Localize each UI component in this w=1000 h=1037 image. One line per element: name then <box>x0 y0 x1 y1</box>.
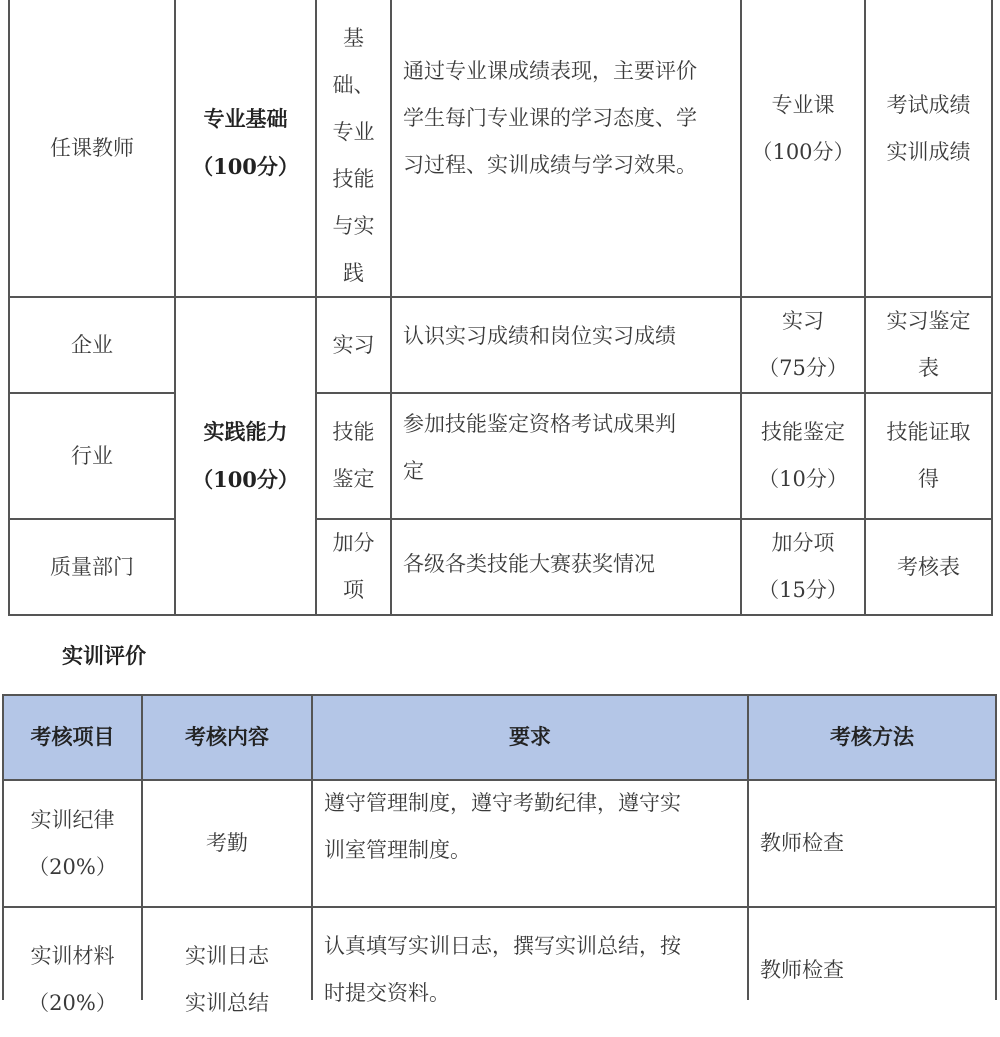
table-row-requirement <box>312 907 748 1037</box>
cell-item <box>316 297 391 393</box>
cell-method <box>865 297 992 393</box>
method-line: 表 <box>918 356 939 380</box>
item-line: 技能 <box>332 167 375 191</box>
grid-line <box>8 392 175 394</box>
table-row-method <box>748 907 996 1037</box>
method-line: 实习鉴定 <box>886 309 971 333</box>
header-cell <box>312 695 748 780</box>
method-line: 考核表 <box>897 554 960 579</box>
table-row-content <box>142 780 312 907</box>
item-line: 技能 <box>332 420 375 444</box>
item-line: 项 <box>343 578 364 602</box>
cell-evaluator <box>9 393 175 519</box>
cell-score <box>741 519 865 615</box>
table-row-content <box>142 907 312 1037</box>
cell-score <box>741 0 865 297</box>
header-label: 要求 <box>509 725 551 749</box>
cell-evaluator <box>9 297 175 393</box>
grid-line <box>8 518 175 520</box>
item-line: 实习 <box>332 332 375 357</box>
grid-line <box>2 906 997 908</box>
evaluator-text: 企业 <box>71 332 113 357</box>
content-line: 实训日志 <box>185 944 269 968</box>
content-line: 实训总结 <box>185 991 269 1015</box>
grid-line <box>8 614 993 616</box>
evaluator-text: 质量部门 <box>50 554 134 579</box>
score-line: （75分） <box>758 356 848 380</box>
content-line: 认识实习成绩和岗位实习成绩 <box>403 324 676 348</box>
category-label: 专业基础 <box>203 106 288 131</box>
table-row-item <box>3 907 142 1037</box>
requirement-line: 认真填写实训日志，撰写实训总结，按 <box>324 934 681 958</box>
cell-score <box>741 297 865 393</box>
grid-line <box>995 694 997 1000</box>
grid-line <box>2 694 997 696</box>
table-row-item <box>3 780 142 907</box>
category-score: （100分） <box>192 153 299 179</box>
grid-line <box>2 694 4 1000</box>
score-line: （100分） <box>751 139 855 164</box>
item-line: 加分 <box>332 531 375 555</box>
item-line: 与实 <box>332 214 375 238</box>
section-title: 实训评价 <box>62 644 146 668</box>
cell-evaluator <box>9 519 175 615</box>
grid-line <box>315 518 993 520</box>
category-label: 实践能力 <box>203 420 288 444</box>
item-line: 础、 <box>332 73 375 97</box>
score-line: 加分项 <box>771 531 835 555</box>
item-line: 专业 <box>332 120 375 144</box>
requirement-line: 时提交资料。 <box>324 981 450 1005</box>
content-line: 通过专业课成绩表现，主要评价 <box>403 59 697 83</box>
grid-line <box>141 694 143 1000</box>
cell-item <box>316 0 391 297</box>
cell-method <box>865 519 992 615</box>
grid-line <box>864 0 866 616</box>
grid-line <box>315 0 317 616</box>
category-score: （100分） <box>192 467 299 492</box>
grid-line <box>991 0 993 616</box>
cell-method <box>865 0 992 297</box>
method-text: 教师检查 <box>760 831 844 855</box>
table-row-method <box>748 780 996 907</box>
requirement-line: 遵守管理制度，遵守考勤纪律，遵守实 <box>324 791 681 815</box>
score-line: （10分） <box>758 467 848 491</box>
header-label: 考核项目 <box>30 725 115 749</box>
method-line: 考试成绩 <box>886 92 971 117</box>
cell-content <box>391 0 741 297</box>
cell-content <box>391 393 741 519</box>
score-line: 实习 <box>782 309 824 333</box>
evaluator-text: 任课教师 <box>50 136 134 160</box>
header-cell <box>3 695 142 780</box>
grid-line <box>740 0 742 616</box>
header-label: 考核方法 <box>830 725 914 749</box>
cell-category <box>175 0 316 297</box>
cell-item <box>316 519 391 615</box>
cell-method <box>865 393 992 519</box>
content-line: 考勤 <box>206 831 248 855</box>
content-line: 学生每门专业课的学习态度、学 <box>403 106 697 130</box>
content-line: 各级各类技能大赛获奖情况 <box>403 551 655 576</box>
method-text: 教师检查 <box>760 958 844 982</box>
grid-line <box>174 0 176 616</box>
method-line: 实训成绩 <box>886 139 971 164</box>
grid-line <box>390 0 392 616</box>
cell-item <box>316 393 391 519</box>
requirement-line: 训室管理制度。 <box>324 838 471 862</box>
grid-line <box>747 694 749 1000</box>
score-line: （15分） <box>758 578 848 602</box>
item-line: 实训纪律 <box>30 807 115 832</box>
grid-line <box>315 392 993 394</box>
table-row-requirement <box>312 780 748 907</box>
evaluator-text: 行业 <box>71 443 113 468</box>
item-line: 践 <box>343 261 364 285</box>
method-line: 技能证取 <box>886 420 971 444</box>
grid-line <box>8 296 993 298</box>
item-line: 基 <box>343 26 364 50</box>
score-line: 技能鉴定 <box>761 420 845 444</box>
grid-line <box>8 0 10 616</box>
item-line: 实训材料 <box>30 944 115 968</box>
cell-content <box>391 297 741 393</box>
cell-content <box>391 519 741 615</box>
item-line: 鉴定 <box>332 467 375 491</box>
content-line: 参加技能鉴定资格考试成果判 <box>403 412 676 436</box>
cell-evaluator <box>9 0 175 297</box>
header-cell <box>142 695 312 780</box>
grid-line <box>2 779 997 781</box>
header-cell <box>748 695 996 780</box>
method-line: 得 <box>918 467 939 491</box>
grid-line <box>311 694 313 1000</box>
header-label: 考核内容 <box>185 725 269 749</box>
cell-score <box>741 393 865 519</box>
content-line: 定 <box>403 459 424 483</box>
item-line: （20%） <box>28 854 117 879</box>
cell-category-practice <box>175 297 316 615</box>
score-line: 专业课 <box>771 92 835 117</box>
content-line: 习过程、实训成绩与学习效果。 <box>403 153 697 177</box>
item-line: （20%） <box>28 991 117 1015</box>
